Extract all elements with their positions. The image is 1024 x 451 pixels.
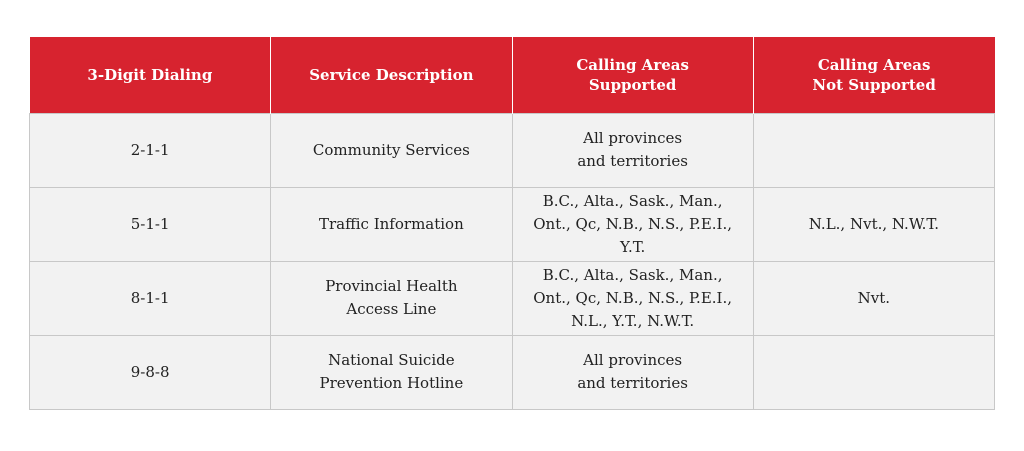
table-header-row (30, 37, 995, 113)
dialing-table (29, 37, 995, 410)
cell-code (30, 335, 271, 409)
header-label-line-1: Calling Areas (576, 55, 689, 74)
dialing-code: 2-1-1 (130, 140, 170, 159)
cell-not-supported (753, 261, 994, 335)
cell-service (271, 187, 512, 261)
supported-line-2: and territories (577, 152, 688, 170)
service-line-1: Provincial Health (325, 277, 458, 295)
service-line-1: Community Services (312, 140, 470, 159)
service-line-2: Prevention Hotline (319, 374, 464, 392)
cell-service (271, 335, 512, 409)
header-label: 3-Digit Dialing (87, 65, 213, 84)
header-service-description (271, 37, 512, 113)
cell-service (271, 261, 512, 335)
header-label-line-2: Not Supported (812, 75, 936, 94)
header-label-line-1: Calling Areas (817, 55, 931, 74)
cell-not-supported (753, 335, 994, 409)
supported-line-1: All provinces (583, 351, 683, 369)
not-supported-line-1: N.L., Nvt., N.W.T. (808, 214, 939, 233)
service-line-2: Access Line (346, 300, 437, 318)
cell-code (30, 261, 271, 335)
dialing-table-container (29, 37, 995, 410)
supported-line-1: All provinces (583, 129, 683, 147)
header-3-digit-dialing (30, 37, 271, 113)
supported-line-2: and territories (577, 374, 688, 392)
header-label: Service Description (309, 65, 474, 84)
supported-line-3: N.L., Y.T., N.W.T. (571, 311, 695, 330)
dialing-code: 5-1-1 (130, 214, 170, 233)
supported-line-1: B.C., Alta., Sask., Man., (542, 265, 723, 284)
cell-supported (512, 113, 753, 187)
supported-line-1: B.C., Alta., Sask., Man., (542, 191, 723, 210)
cell-code (30, 187, 271, 261)
cell-code (30, 113, 271, 187)
not-supported-line-1: Nvt. (857, 288, 891, 307)
header-label-line-2: Supported (588, 75, 677, 94)
table-row-8-1-1 (30, 261, 995, 335)
table-row-5-1-1 (30, 187, 995, 261)
header-calling-areas-supported (512, 37, 753, 113)
service-line-1: National Suicide (328, 351, 455, 369)
supported-line-2: Ont., Qc, N.B., N.S., P.E.I., (533, 214, 732, 233)
cell-service (271, 113, 512, 187)
table-row-9-8-8 (30, 335, 995, 409)
cell-supported (512, 261, 753, 335)
cell-supported (512, 187, 753, 261)
cell-not-supported (753, 113, 994, 187)
header-calling-areas-not-supported (753, 37, 994, 113)
service-line-1: Traffic Information (318, 214, 464, 233)
dialing-code: 9-8-8 (130, 362, 170, 381)
supported-line-2: Ont., Qc, N.B., N.S., P.E.I., (533, 288, 732, 307)
dialing-code: 8-1-1 (130, 288, 170, 307)
cell-supported (512, 335, 753, 409)
supported-line-3: Y.T. (619, 237, 646, 256)
table-row-2-1-1 (30, 113, 995, 187)
cell-not-supported (753, 187, 994, 261)
